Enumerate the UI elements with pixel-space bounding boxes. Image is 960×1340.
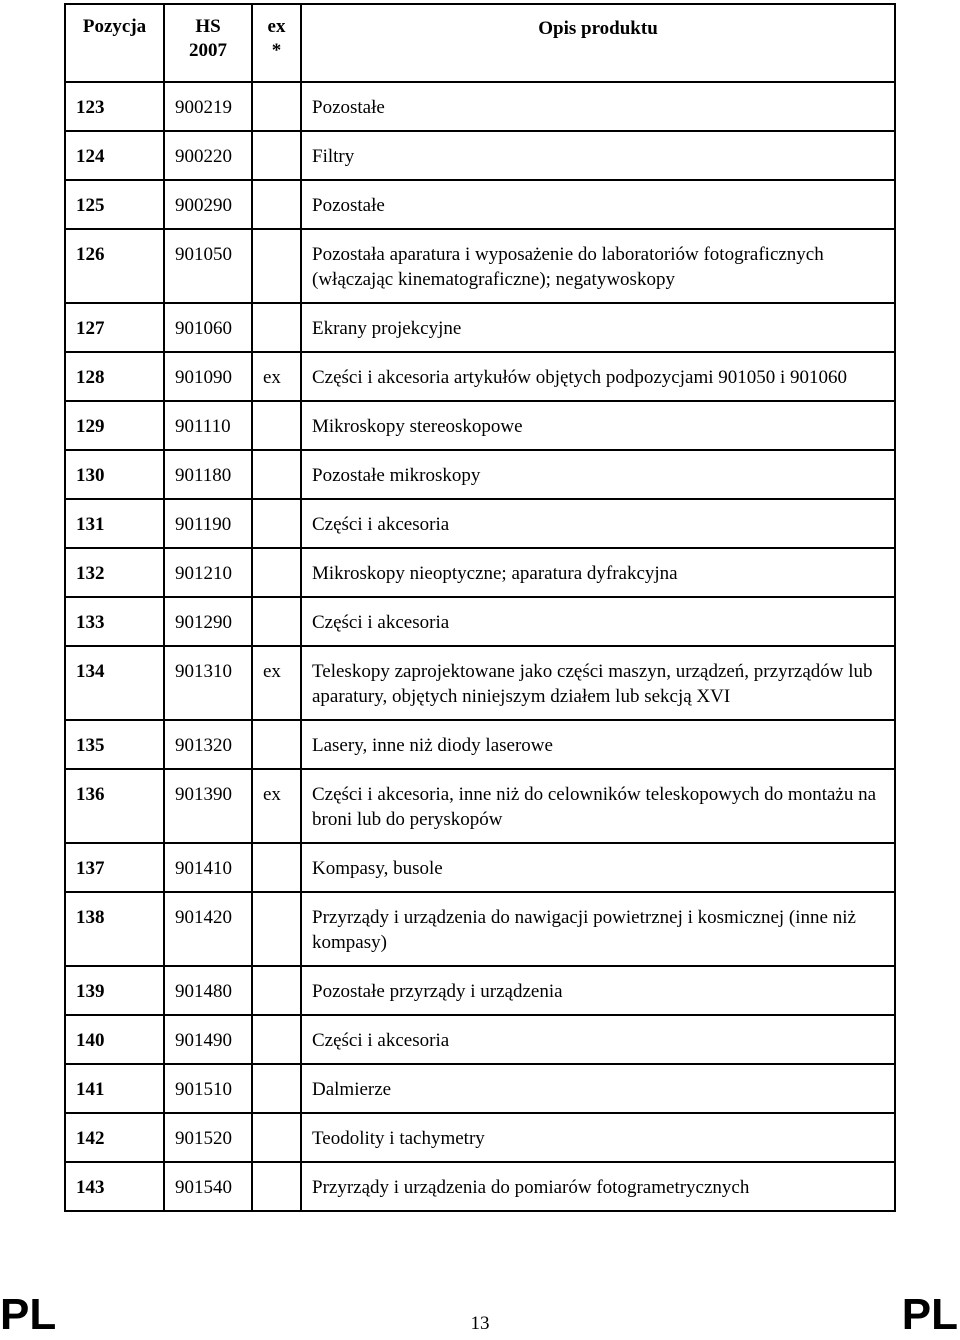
cell-ex: ex bbox=[252, 646, 301, 720]
cell-hs: 901520 bbox=[164, 1113, 252, 1162]
footer-language-left: PL bbox=[0, 1290, 57, 1339]
cell-pos: 142 bbox=[65, 1113, 164, 1162]
cell-desc: Pozostałe bbox=[301, 180, 895, 229]
table-row bbox=[65, 401, 895, 450]
cell-hs: 900220 bbox=[164, 131, 252, 180]
cell-hs: 901060 bbox=[164, 303, 252, 352]
table-header bbox=[65, 4, 895, 82]
header-hs-line2: 2007 bbox=[189, 40, 227, 61]
cell-desc: Teleskopy zaprojektowane jako części maszyn, urządzeń, przyrządów lub aparatury, objętych niniejszym działem lub sekcją XVI bbox=[301, 646, 895, 720]
table-row bbox=[65, 769, 895, 843]
header-ex-line2: * bbox=[271, 40, 282, 61]
header-pos-label: Pozycja bbox=[82, 16, 147, 37]
cell-hs: 901480 bbox=[164, 966, 252, 1015]
cell-hs: 901110 bbox=[164, 401, 252, 450]
cell-pos: 131 bbox=[65, 499, 164, 548]
table-row bbox=[65, 1113, 895, 1162]
table-row bbox=[65, 180, 895, 229]
cell-ex bbox=[252, 843, 301, 892]
cell-desc: Części i akcesoria bbox=[301, 1015, 895, 1064]
header-pos bbox=[65, 4, 164, 82]
table-row bbox=[65, 1162, 895, 1211]
cell-hs: 901420 bbox=[164, 892, 252, 966]
header-hs-line1: HS bbox=[195, 16, 221, 37]
cell-ex bbox=[252, 597, 301, 646]
cell-hs: 901310 bbox=[164, 646, 252, 720]
cell-pos: 133 bbox=[65, 597, 164, 646]
cell-desc: Mikroskopy stereoskopowe bbox=[301, 401, 895, 450]
cell-ex bbox=[252, 401, 301, 450]
cell-pos: 125 bbox=[65, 180, 164, 229]
table-body bbox=[65, 82, 895, 1211]
table-row bbox=[65, 82, 895, 131]
cell-desc: Lasery, inne niż diody laserowe bbox=[301, 720, 895, 769]
cell-pos: 123 bbox=[65, 82, 164, 131]
table-row bbox=[65, 131, 895, 180]
footer-language-right: PL bbox=[901, 1290, 958, 1339]
cell-desc: Pozostałe mikroskopy bbox=[301, 450, 895, 499]
cell-ex bbox=[252, 229, 301, 303]
table-row bbox=[65, 548, 895, 597]
cell-pos: 136 bbox=[65, 769, 164, 843]
cell-hs: 901190 bbox=[164, 499, 252, 548]
cell-pos: 134 bbox=[65, 646, 164, 720]
cell-ex bbox=[252, 1162, 301, 1211]
cell-desc: Dalmierze bbox=[301, 1064, 895, 1113]
header-hs bbox=[164, 4, 252, 82]
table-row bbox=[65, 1064, 895, 1113]
table-row bbox=[65, 966, 895, 1015]
cell-ex bbox=[252, 1113, 301, 1162]
cell-ex bbox=[252, 720, 301, 769]
cell-pos: 132 bbox=[65, 548, 164, 597]
cell-pos: 141 bbox=[65, 1064, 164, 1113]
product-table bbox=[64, 3, 896, 1212]
cell-desc: Części i akcesoria, inne niż do celowników teleskopowych do montażu na broni lub do peryskopów bbox=[301, 769, 895, 843]
cell-desc: Przyrządy i urządzenia do nawigacji powietrznej i kosmicznej (inne niż kompasy) bbox=[301, 892, 895, 966]
table-row bbox=[65, 352, 895, 401]
cell-ex bbox=[252, 82, 301, 131]
table-row bbox=[65, 597, 895, 646]
cell-ex bbox=[252, 499, 301, 548]
cell-desc: Mikroskopy nieoptyczne; aparatura dyfrakcyjna bbox=[301, 548, 895, 597]
cell-pos: 138 bbox=[65, 892, 164, 966]
cell-hs: 901410 bbox=[164, 843, 252, 892]
cell-desc: Kompasy, busole bbox=[301, 843, 895, 892]
cell-desc: Pozostała aparatura i wyposażenie do laboratoriów fotograficznych (włączając kinematograficzne); negatywoskopy bbox=[301, 229, 895, 303]
cell-desc: Ekrany projekcyjne bbox=[301, 303, 895, 352]
header-desc bbox=[301, 4, 895, 82]
table-row bbox=[65, 720, 895, 769]
cell-ex bbox=[252, 1015, 301, 1064]
cell-hs: 901390 bbox=[164, 769, 252, 843]
cell-hs: 901290 bbox=[164, 597, 252, 646]
table-row bbox=[65, 646, 895, 720]
table-row bbox=[65, 303, 895, 352]
header-ex bbox=[252, 4, 301, 82]
cell-desc: Pozostałe przyrządy i urządzenia bbox=[301, 966, 895, 1015]
cell-desc: Teodolity i tachymetry bbox=[301, 1113, 895, 1162]
cell-pos: 126 bbox=[65, 229, 164, 303]
cell-pos: 127 bbox=[65, 303, 164, 352]
table-row bbox=[65, 892, 895, 966]
cell-hs: 901540 bbox=[164, 1162, 252, 1211]
cell-ex bbox=[252, 548, 301, 597]
cell-ex bbox=[252, 892, 301, 966]
table-row bbox=[65, 843, 895, 892]
cell-desc: Części i akcesoria artykułów objętych podpozycjami 901050 i 901060 bbox=[301, 352, 895, 401]
cell-desc: Części i akcesoria bbox=[301, 597, 895, 646]
page-number: 13 bbox=[470, 1313, 490, 1334]
cell-ex bbox=[252, 1064, 301, 1113]
cell-ex bbox=[252, 303, 301, 352]
cell-ex bbox=[252, 131, 301, 180]
cell-hs: 901510 bbox=[164, 1064, 252, 1113]
cell-hs: 901180 bbox=[164, 450, 252, 499]
cell-desc: Przyrządy i urządzenia do pomiarów fotogrametrycznych bbox=[301, 1162, 895, 1211]
cell-desc: Pozostałe bbox=[301, 82, 895, 131]
cell-pos: 129 bbox=[65, 401, 164, 450]
cell-pos: 139 bbox=[65, 966, 164, 1015]
cell-hs: 901210 bbox=[164, 548, 252, 597]
cell-hs: 901050 bbox=[164, 229, 252, 303]
cell-pos: 124 bbox=[65, 131, 164, 180]
table-row bbox=[65, 1015, 895, 1064]
table-row bbox=[65, 499, 895, 548]
cell-pos: 143 bbox=[65, 1162, 164, 1211]
cell-ex bbox=[252, 966, 301, 1015]
cell-hs: 901320 bbox=[164, 720, 252, 769]
cell-hs: 900219 bbox=[164, 82, 252, 131]
cell-pos: 140 bbox=[65, 1015, 164, 1064]
table-row bbox=[65, 229, 895, 303]
header-desc-label: Opis produktu bbox=[538, 18, 658, 39]
cell-ex bbox=[252, 450, 301, 499]
cell-hs: 900290 bbox=[164, 180, 252, 229]
cell-pos: 130 bbox=[65, 450, 164, 499]
cell-ex: ex bbox=[252, 352, 301, 401]
cell-desc: Części i akcesoria bbox=[301, 499, 895, 548]
cell-pos: 137 bbox=[65, 843, 164, 892]
cell-pos: 135 bbox=[65, 720, 164, 769]
cell-ex: ex bbox=[252, 769, 301, 843]
cell-hs: 901490 bbox=[164, 1015, 252, 1064]
cell-pos: 128 bbox=[65, 352, 164, 401]
header-row bbox=[65, 4, 895, 82]
table-row bbox=[65, 450, 895, 499]
cell-desc: Filtry bbox=[301, 131, 895, 180]
cell-hs: 901090 bbox=[164, 352, 252, 401]
header-ex-line1: ex bbox=[267, 16, 286, 37]
cell-ex bbox=[252, 180, 301, 229]
